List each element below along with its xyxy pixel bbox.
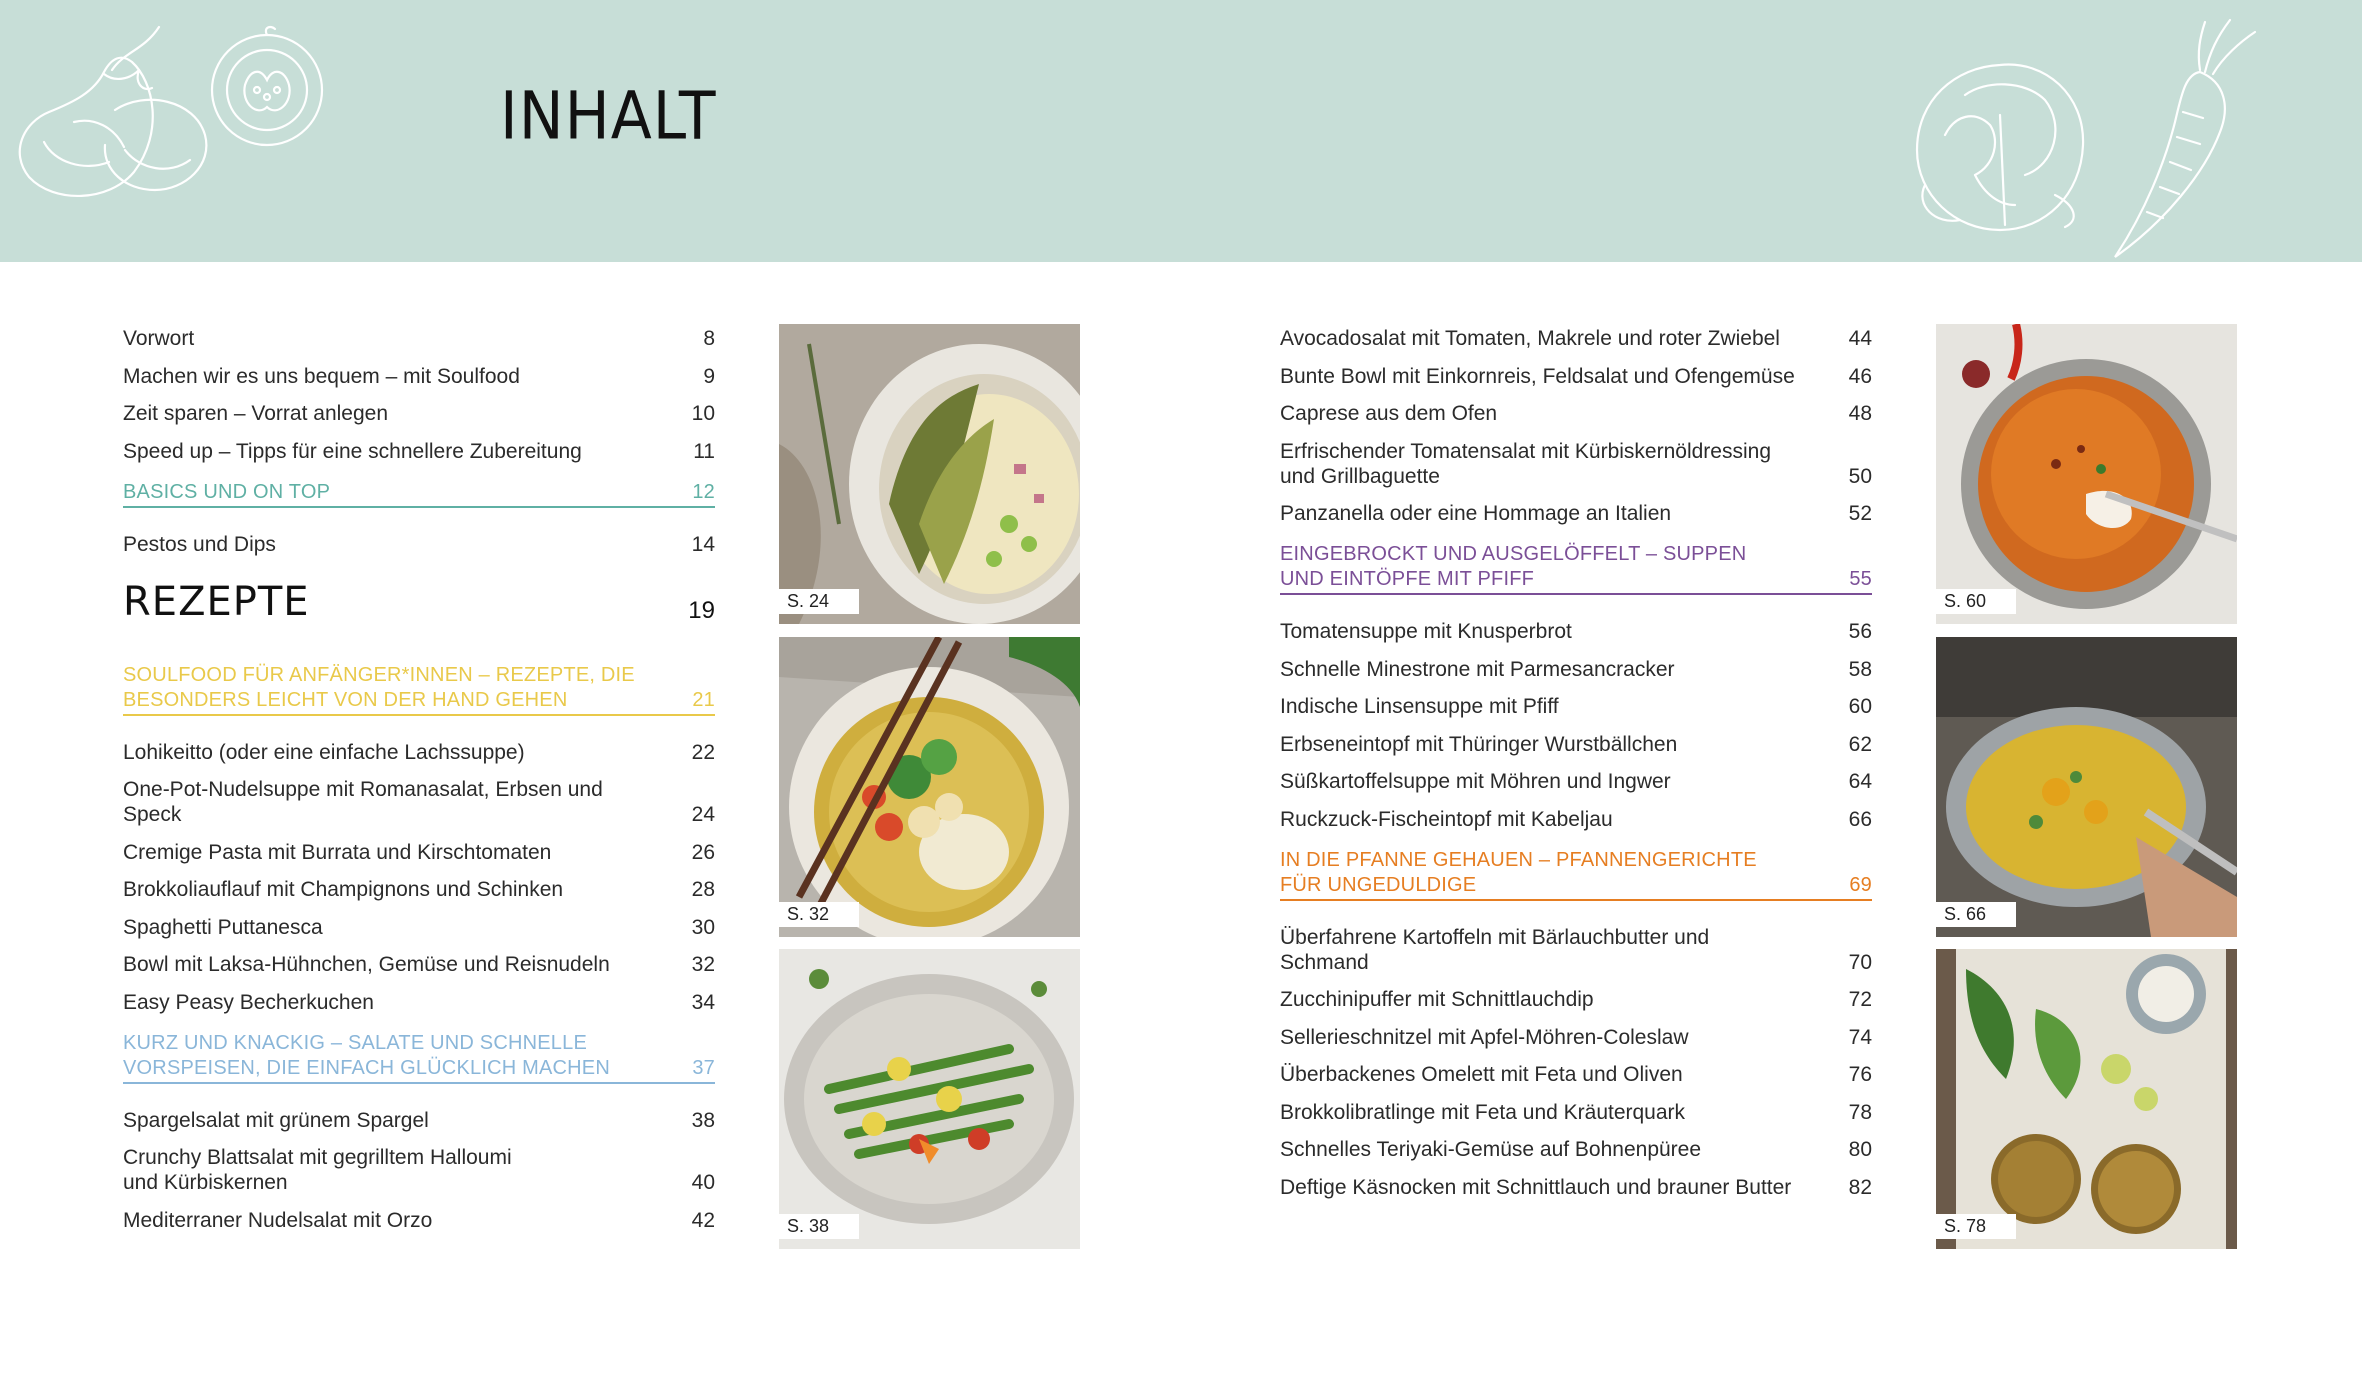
toc-entry-label: Ruckzuck-Fischeintopf mit Kabeljau: [1280, 807, 1613, 831]
section-page: 37: [692, 1056, 715, 1079]
toc-entry-page: 72: [1848, 988, 1872, 1011]
toc-entry-page: 56: [1848, 620, 1872, 643]
toc-entry-label: Süßkartoffelsuppe mit Möhren und Ingwer: [1280, 770, 1671, 793]
toc-entry-label: [123, 1145, 675, 1195]
section-title-line2: FÜR UNGEDULDIGE: [1280, 873, 1477, 896]
toc-entry-page: 9: [703, 364, 715, 388]
toc-entry-label: Erbseneintopf mit Thüringer Wurstbällchen: [1280, 732, 1678, 756]
toc-entry-page: 62: [1848, 732, 1872, 756]
toc-entry-page: 26: [691, 840, 715, 864]
carrot-sketch-icon: [2105, 12, 2265, 262]
toc-entry-page: 44: [1848, 327, 1872, 350]
photo-lentil-soup: [1936, 324, 2237, 624]
photo-caption: S. 78: [1936, 1214, 2016, 1239]
toc-entry[interactable]: [123, 1108, 715, 1133]
toc-entry[interactable]: [1280, 694, 1872, 719]
toc-entry-page: 22: [691, 740, 715, 764]
section-title-line1: IN DIE PFANNE GEHAUEN – PFANNENGERICHTE: [1280, 848, 1757, 871]
toc-entry-page: 74: [1848, 1025, 1872, 1049]
rezepte-page: 19: [688, 596, 715, 624]
toc-entry[interactable]: [1280, 1062, 1872, 1087]
section-title: [123, 1031, 675, 1081]
toc-entry-label: One-Pot-Nudelsuppe mit Romanasalat, Erbsen und Speck: [123, 778, 603, 826]
section-salate[interactable]: [123, 1031, 715, 1084]
toc-entry-label: Brokkoliauflauf mit Champignons und Schinken: [123, 878, 564, 901]
photo-caption: S. 32: [779, 902, 859, 927]
toc-entry-label: Brokkolibratlinge mit Feta und Kräuterquark: [1280, 1100, 1686, 1124]
photo-sweetpotato-soup-image: [1936, 637, 2237, 937]
toc-entry[interactable]: [1280, 401, 1872, 426]
toc-entry-page: 66: [1848, 807, 1872, 831]
section-title-line2: VORSPEISEN, DIE EINFACH GLÜCKLICH MACHEN: [123, 1056, 610, 1079]
toc-entry-label-line2: und Kürbiskernen: [123, 1171, 288, 1194]
toc-entry-label: [1280, 439, 1832, 489]
section-pfanne[interactable]: [1280, 848, 1872, 901]
photo-laksa-bowl-image: [779, 637, 1080, 937]
toc-entry[interactable]: [1280, 1100, 1872, 1125]
toc-entry[interactable]: [123, 915, 715, 940]
toc-entry-page: 38: [691, 1108, 715, 1132]
toc-entry-label: Bunte Bowl mit Einkornreis, Feldsalat und Ofengemüse: [1280, 364, 1795, 388]
toc-entry-label: Mediterraner Nudelsalat mit Orzo: [123, 1208, 433, 1232]
photo-caption: S. 60: [1936, 589, 2016, 614]
toc-entry[interactable]: [1280, 1175, 1872, 1200]
toc-entry-page: 34: [691, 990, 715, 1014]
toc-entry-page: 32: [691, 953, 715, 976]
section-title-line1: EINGEBROCKT UND AUSGELÖFFELT – SUPPEN: [1280, 543, 1747, 565]
toc-entry[interactable]: [1280, 987, 1872, 1012]
photo-laksa-bowl: [779, 637, 1080, 937]
section-title: [123, 663, 675, 713]
toc-entry[interactable]: [123, 401, 715, 426]
toc-entry-page: 80: [1848, 1138, 1872, 1161]
toc-entry-label: Avocadosalat mit Tomaten, Makrele und roter Zwiebel: [1280, 327, 1780, 350]
toc-right-column: [1280, 326, 1872, 1212]
toc-entry[interactable]: [123, 364, 715, 389]
toc-entry-label: Pestos und Dips: [123, 532, 276, 556]
eggplant2-sketch-icon: [95, 90, 215, 200]
toc-entry-page: 78: [1848, 1100, 1872, 1124]
toc-entry-page: 46: [1848, 364, 1872, 388]
toc-entry[interactable]: [1280, 364, 1872, 389]
photo-lentil-soup-image: [1936, 324, 2237, 624]
toc-entry-page: 8: [703, 327, 715, 350]
toc-entry-label: Speed up – Tipps für eine schnellere Zubereitung: [123, 439, 582, 463]
toc-entry-label: Tomatensuppe mit Knusperbrot: [1280, 620, 1572, 643]
toc-entry-label: Lohikeitto (oder eine einfache Lachssuppe): [123, 740, 525, 764]
toc-entry[interactable]: [1280, 1025, 1872, 1050]
toc-entry-page: 60: [1848, 695, 1872, 718]
toc-entry-label-line1: Crunchy Blattsalat mit gegrilltem Halloumi: [123, 1146, 512, 1169]
toc-entry[interactable]: [1280, 807, 1872, 832]
photo-asparagus-salad: [779, 949, 1080, 1249]
photo-romaine-soup-image: [779, 324, 1080, 624]
section-title-line1: SOULFOOD FÜR ANFÄNGER*INNEN – REZEPTE, DIE: [123, 663, 635, 686]
toc-entry-page: 24: [691, 803, 715, 826]
toc-entry-label: Panzanella oder eine Hommage an Italien: [1280, 502, 1672, 525]
section-title-line2: BESONDERS LEICHT VON DER HAND GEHEN: [123, 688, 568, 711]
toc-entry[interactable]: [123, 777, 715, 827]
toc-entry-page: 30: [691, 915, 715, 939]
section-page: 69: [1849, 873, 1872, 896]
toc-entry[interactable]: [123, 740, 715, 765]
toc-entry-page: 28: [691, 878, 715, 901]
toc-entry-label: Überbackenes Omelett mit Feta und Oliven: [1280, 1063, 1683, 1086]
toc-entry-page: 48: [1848, 402, 1872, 425]
rezepte-heading[interactable]: [123, 579, 715, 625]
toc-entry[interactable]: [1280, 501, 1872, 526]
toc-entry[interactable]: [123, 877, 715, 902]
toc-entry[interactable]: [123, 990, 715, 1015]
toc-entry[interactable]: [1280, 1137, 1872, 1162]
toc-entry-label: Bowl mit Laksa-Hühnchen, Gemüse und Reisnudeln: [123, 953, 610, 976]
toc-entry-page: 14: [691, 532, 715, 556]
toc-entry-page: 40: [691, 1171, 715, 1194]
toc-entry[interactable]: [1280, 769, 1872, 794]
toc-entry-page: 58: [1848, 657, 1872, 681]
toc-entry-label: Machen wir es uns bequem – mit Soulfood: [123, 364, 520, 388]
toc-entry[interactable]: [123, 1208, 715, 1233]
toc-entry-page: 50: [1848, 464, 1872, 488]
section-page: 12: [692, 480, 715, 503]
toc-entry-label: Vorwort: [123, 327, 195, 350]
photo-caption: S. 66: [1936, 902, 2016, 927]
section-suppen[interactable]: [1280, 542, 1872, 595]
toc-entry-page: 82: [1848, 1175, 1872, 1199]
toc-entry-label: Spargelsalat mit grünem Spargel: [123, 1108, 429, 1132]
photo-sweetpotato-soup: [1936, 637, 2237, 937]
photo-caption: S. 24: [779, 589, 859, 614]
toc-entry[interactable]: [1280, 732, 1872, 757]
toc-entry[interactable]: [123, 952, 715, 977]
toc-entry-page: 64: [1848, 770, 1872, 793]
toc-entry[interactable]: [1280, 925, 1872, 975]
section-page: 55: [1849, 568, 1872, 590]
toc-entry-label: Zeit sparen – Vorrat anlegen: [123, 402, 389, 425]
toc-entry-label: Sellerieschnitzel mit Apfel-Möhren-Coleslaw: [1280, 1025, 1689, 1049]
toc-entry[interactable]: [123, 439, 715, 464]
photo-asparagus-salad-image: [779, 949, 1080, 1249]
toc-entry-label-line1: Erfrischender Tomatensalat mit Kürbiskernöldressing: [1280, 439, 1771, 463]
cabbage-sketch-icon: [1905, 55, 2095, 240]
toc-entry-label-line2: und Grillbaguette: [1280, 464, 1440, 488]
toc-entry-page: 70: [1848, 950, 1872, 974]
section-anfaenger[interactable]: [123, 663, 715, 716]
toc-entry[interactable]: [1280, 619, 1872, 644]
tomato-sketch-icon: [205, 25, 330, 150]
toc-entry[interactable]: [123, 326, 715, 351]
rezepte-title: REZEPTE: [123, 578, 310, 625]
section-title: [1280, 848, 1832, 898]
section-basics[interactable]: [123, 480, 715, 508]
toc-entry-label: Spaghetti Puttanesca: [123, 915, 323, 939]
toc-entry-label: Cremige Pasta mit Burrata und Kirschtomaten: [123, 840, 552, 864]
toc-entry-label: Überfahrene Kartoffeln mit Bärlauchbutter und Schmand: [1280, 925, 1710, 974]
section-title: BASICS UND ON TOP: [123, 480, 331, 503]
section-page: 21: [692, 688, 715, 711]
toc-entry-page: 76: [1848, 1063, 1872, 1086]
photo-broccoli-patties: [1936, 949, 2237, 1249]
section-title: [1280, 542, 1832, 592]
toc-entry-label: Caprese aus dem Ofen: [1280, 402, 1498, 425]
photo-caption: S. 38: [779, 1214, 859, 1239]
toc-entry[interactable]: [1280, 439, 1872, 489]
toc-entry[interactable]: [123, 840, 715, 865]
photo-romaine-soup: [779, 324, 1080, 624]
photo-broccoli-patties-image: [1936, 949, 2237, 1249]
toc-entry-label: Zucchinipuffer mit Schnittlauchdip: [1280, 988, 1594, 1011]
toc-entry-page: 10: [691, 402, 715, 425]
toc-entry[interactable]: [1280, 657, 1872, 682]
toc-entry[interactable]: [123, 1145, 715, 1195]
toc-entry-label: Indische Linsensuppe mit Pfiff: [1280, 695, 1559, 718]
page-title: INHALT: [500, 78, 717, 155]
toc-entry-page: 52: [1848, 502, 1872, 525]
toc-entry[interactable]: [123, 532, 715, 557]
toc-entry-page: 11: [693, 439, 715, 463]
toc-entry[interactable]: [1280, 326, 1872, 351]
header-band: [0, 0, 2362, 262]
section-title-line1: KURZ UND KNACKIG – SALATE UND SCHNELLE: [123, 1031, 587, 1054]
toc-entry-page: 42: [691, 1208, 715, 1232]
toc-left-column: [123, 326, 715, 1245]
toc-entry-label: Schnelle Minestrone mit Parmesancracker: [1280, 657, 1675, 681]
toc-entry-label: Deftige Käsnocken mit Schnittlauch und brauner Butter: [1280, 1175, 1792, 1199]
section-title-line2: UND EINTÖPFE MIT PFIFF: [1280, 568, 1535, 590]
toc-entry-label: Easy Peasy Becherkuchen: [123, 990, 374, 1014]
toc-entry-label: Schnelles Teriyaki-Gemüse auf Bohnenpüree: [1280, 1138, 1702, 1161]
